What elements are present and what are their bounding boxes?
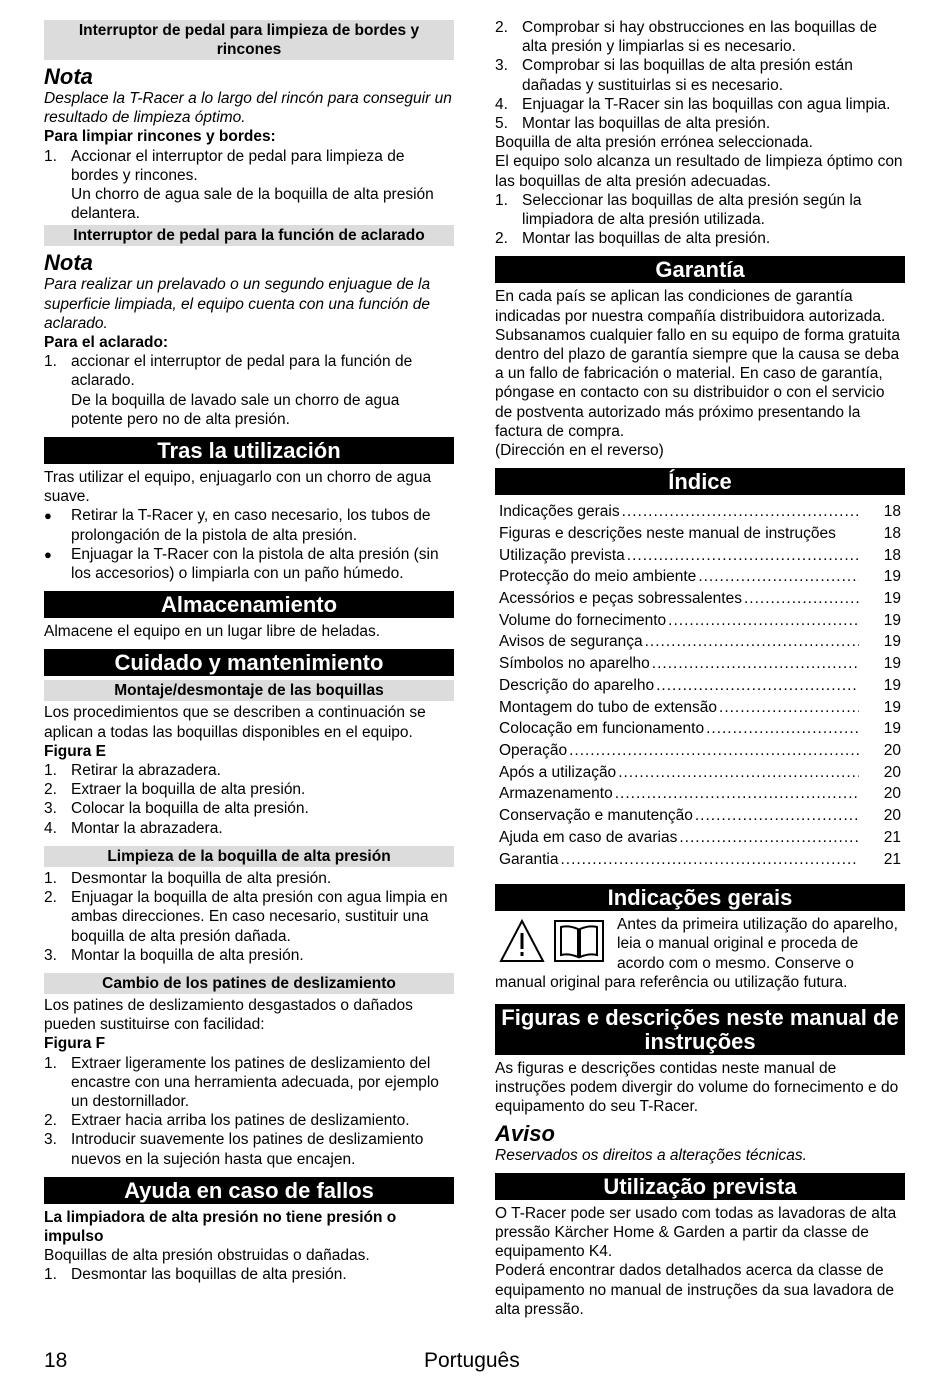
toc-label: Utilização prevista xyxy=(499,546,625,564)
list-item xyxy=(44,1054,454,1112)
list-number: 2. xyxy=(44,1112,57,1130)
ayuda-steps xyxy=(44,1265,454,1284)
toc-page: 19 xyxy=(883,655,901,673)
subheading-pedal-aclarado: Interruptor de pedal para la función de aclarado xyxy=(44,225,454,246)
section-title-indice: Índice xyxy=(495,468,905,495)
list-text: Enjuagar la boquilla de alta presión con agua limpia en ambas direcciones. En caso necesario, sustituir una boquilla de alta presión dañada. xyxy=(71,889,448,945)
list-item xyxy=(495,114,905,133)
toc-entry xyxy=(495,501,905,523)
toc-label: Colocação em funcionamento xyxy=(499,720,705,738)
list-text: Retirar la abrazadera. xyxy=(71,762,221,780)
list-number: 1. xyxy=(44,869,57,887)
section-title-ayuda: Ayuda en caso de fallos xyxy=(44,1177,454,1204)
list-text: Comprobar si las boquillas de alta presión están dañadas y sustituirlas si es necesario. xyxy=(522,57,853,94)
list-number: 3. xyxy=(44,800,57,818)
list-number: 2. xyxy=(495,19,508,36)
toc-label: Símbolos no aparelho xyxy=(499,655,650,673)
list-text: Comprobar si hay obstrucciones en las boquillas de alta presión y limpiarlas si es necesario. xyxy=(522,19,877,56)
toc-label: Protecção do meio ambiente xyxy=(499,568,697,586)
toc-entry xyxy=(495,545,905,567)
paragraph: Boquilla de alta presión errónea seleccionada. xyxy=(495,134,813,152)
toc-page: 19 xyxy=(883,590,901,608)
toc-label: Acessórios e peças sobressalentes xyxy=(499,590,742,608)
toc-page: 19 xyxy=(883,720,901,738)
toc-leader-dots xyxy=(618,762,859,784)
toc-label: Garantia xyxy=(499,850,559,868)
toc-entry xyxy=(495,588,905,610)
list-item xyxy=(44,1130,454,1168)
toc-entry xyxy=(495,849,905,871)
list-number: 5. xyxy=(495,115,508,133)
toc-page: 20 xyxy=(883,742,901,759)
list-item xyxy=(44,352,454,429)
subheading-montaje: Montaje/desmontaje de las boquillas xyxy=(44,680,454,701)
list-item xyxy=(495,229,905,248)
list-text: Colocar la boquilla de alta presión. xyxy=(71,800,309,818)
toc-page: 19 xyxy=(883,676,901,694)
list-number: 3. xyxy=(44,946,57,964)
toc-label: Montagem do tubo de extensão xyxy=(499,698,718,716)
list-text: Extraer la boquilla de alta presión. xyxy=(71,781,306,799)
warning-icons xyxy=(499,919,609,963)
bullet-item xyxy=(44,545,454,583)
instruction-heading: Para el aclarado: xyxy=(44,334,169,352)
toc-leader-dots xyxy=(744,588,859,610)
paragraph: Poderá encontrar dados detalhados acerca da classe de equipamento no manual de instruções da sua lavadora de alta pressão. xyxy=(495,1262,894,1318)
page-number: 18 xyxy=(44,1349,68,1372)
toc-leader-dots xyxy=(698,566,859,588)
toc-page: 20 xyxy=(883,785,901,803)
list-text: Desmontar las boquillas de alta presión. xyxy=(71,1266,347,1284)
list-item xyxy=(44,761,454,780)
toc-label: Indicações gerais xyxy=(499,503,620,521)
note-text: Para realizar un prelavado o un segundo enjuague de la superficie limpiada, el equipo cuenta con una función de aclarado. xyxy=(44,276,431,332)
toc-page: 21 xyxy=(883,828,901,846)
paragraph: El equipo solo alcanza un resultado de limpieza óptimo con las boquillas de alta presión adecuadas. xyxy=(495,153,903,190)
list-text: De la boquilla de lavado sale un chorro de agua potente pero no de alta presión. xyxy=(71,391,400,428)
manual-book-icon xyxy=(553,919,605,963)
list-item xyxy=(44,869,454,888)
list-text: Extraer hacia arriba los patines de deslizamiento. xyxy=(71,1112,410,1130)
paragraph: O T-Racer pode ser usado com todas as lavadoras de alta pressão Kärcher Home & Garden a partir da classe de equipamento K4. xyxy=(495,1204,897,1261)
list-number: 4. xyxy=(44,819,57,837)
list-number: 3. xyxy=(44,1131,57,1149)
toc-label: Volume do fornecimento xyxy=(499,611,667,629)
list-text: Un chorro de agua sale de la boquilla de alta presión delantera. xyxy=(71,186,434,223)
paragraph: As figuras e descrições contidas neste manual de instruções podem divergir do volume do fornecimento e do equipamento do seu T-Racer. xyxy=(495,1060,899,1116)
note-title: Aviso xyxy=(495,1120,555,1146)
toc-label: Armazenamento xyxy=(499,785,613,803)
list-item xyxy=(495,95,905,114)
list-item xyxy=(495,18,905,56)
list-item xyxy=(44,780,454,799)
list-text: Accionar el interruptor de pedal para limpieza de bordes y rincones. xyxy=(71,147,405,184)
list-number: 1. xyxy=(44,353,57,371)
toc-page: 18 xyxy=(883,503,901,521)
toc-leader-dots xyxy=(622,501,859,523)
toc-label: Avisos de segurança xyxy=(499,633,643,651)
toc-entry xyxy=(495,740,905,762)
toc-leader-dots xyxy=(627,545,859,567)
section-title-garantia: Garantía xyxy=(495,256,905,283)
bullet-icon xyxy=(44,506,71,544)
toc-entry xyxy=(495,523,905,545)
list-text: Desmontar la boquilla de alta presión. xyxy=(71,869,332,887)
list-item xyxy=(44,1265,454,1284)
paragraph: Los patines de deslizamiento desgastados o dañados pueden sustituirse con facilidad: xyxy=(44,996,413,1034)
list-text: Introducir suavemente los patines de deslizamiento nuevos en la sujeción hasta que encajen. xyxy=(71,1131,424,1168)
paragraph: Tras utilizar el equipo, enjuagarlo con un chorro de agua suave. xyxy=(44,469,432,506)
subheading-patines: Cambio de los patines de deslizamiento xyxy=(44,973,454,994)
toc-leader-dots xyxy=(652,653,859,675)
figure-ref: Figura E xyxy=(44,742,107,760)
note-title: Nota xyxy=(44,64,93,89)
note-text: Reservados os direitos a alterações técnicas. xyxy=(495,1146,807,1164)
toc-leader-dots xyxy=(695,805,859,827)
toc-leader-dots xyxy=(569,740,859,762)
toc-label: Operação xyxy=(499,742,568,759)
list-number: 2. xyxy=(495,230,508,248)
toc-entry xyxy=(495,762,905,784)
toc-page: 19 xyxy=(883,633,901,651)
toc-page: 20 xyxy=(883,807,901,825)
list-text: Enjuagar la T-Racer sin las boquillas con agua limpia. xyxy=(522,95,891,113)
table-of-contents xyxy=(495,501,905,870)
list-text: Montar las boquillas de alta presión. xyxy=(522,230,771,248)
paragraph: Boquillas de alta presión obstruidas o dañadas. xyxy=(44,1247,370,1265)
list-item xyxy=(44,147,454,224)
list-item xyxy=(44,1111,454,1130)
toc-entry xyxy=(495,805,905,827)
continued-steps xyxy=(495,18,905,133)
toc-entry xyxy=(495,610,905,632)
figure-ref: Figura F xyxy=(44,1035,106,1053)
paragraph: Almacene el equipo en un lugar libre de heladas. xyxy=(44,623,381,641)
left-column xyxy=(44,18,454,1285)
toc-page: 19 xyxy=(883,568,901,586)
toc-page: 21 xyxy=(883,850,901,868)
bullet-icon xyxy=(44,545,71,583)
list-text: accionar el interruptor de pedal para la función de aclarado. xyxy=(71,353,413,390)
list-item xyxy=(495,56,905,94)
section-title-utilizacao: Utilização prevista xyxy=(495,1173,905,1200)
paragraph: (Dirección en el reverso) xyxy=(495,442,664,460)
list-item xyxy=(44,799,454,818)
list-text: Seleccionar las boquillas de alta presión según la limpiadora de alta presión utilizada. xyxy=(522,191,862,229)
toc-entry xyxy=(495,653,905,675)
toc-label: Figuras e descrições neste manual de instruções xyxy=(499,524,836,542)
toc-leader-dots xyxy=(719,697,859,719)
section-title-tras: Tras la utilización xyxy=(44,437,454,464)
toc-entry xyxy=(495,675,905,697)
patines-steps xyxy=(44,1054,454,1169)
subheading-limpieza: Limpieza de la boquilla de alta presión xyxy=(44,846,454,867)
note-text: Desplace la T-Racer a lo largo del rincón para conseguir un resultado de limpieza óptimo. xyxy=(44,90,452,127)
list-number: 2. xyxy=(44,889,57,907)
warning-triangle-icon xyxy=(499,919,545,963)
list-item xyxy=(495,191,905,229)
limpieza-steps xyxy=(44,869,454,965)
list-text: Montar la abrazadera. xyxy=(71,819,223,837)
toc-label: Após a utilização xyxy=(499,763,617,781)
bullet-text: Enjuagar la T-Racer con la pistola de alta presión (sin los accesorios) o limpiarla con un paño húmedo. xyxy=(71,545,439,583)
toc-entry xyxy=(495,566,905,588)
subheading-pedal-bordes: Interruptor de pedal para limpieza de bordes y rincones xyxy=(44,20,454,60)
note-title: Nota xyxy=(44,250,93,276)
list-number: 4. xyxy=(495,95,508,113)
warning-box xyxy=(495,915,905,992)
list-item xyxy=(44,946,454,965)
toc-page: 20 xyxy=(883,763,901,781)
paragraph: Los procedimientos que se describen a continuación se aplican a todas las boquillas disponibles en el equipo. xyxy=(44,704,426,741)
section-title-indicacoes: Indicações gerais xyxy=(495,884,905,911)
toc-leader-dots xyxy=(615,783,859,805)
toc-leader-dots xyxy=(668,610,859,632)
toc-label: Descrição do aparelho xyxy=(499,676,655,694)
toc-page: 18 xyxy=(883,546,901,564)
instruction-heading: La limpiadora de alta presión no tiene presión o impulso xyxy=(44,1208,397,1245)
right-column xyxy=(495,18,905,1319)
toc-page: 18 xyxy=(883,524,901,542)
toc-leader-dots xyxy=(656,675,859,697)
toc-label: Ajuda em caso de avarias xyxy=(499,828,678,846)
list-number: 1. xyxy=(495,191,508,209)
toc-leader-dots xyxy=(679,827,859,849)
toc-entry xyxy=(495,631,905,653)
toc-entry xyxy=(495,697,905,719)
toc-entry xyxy=(495,783,905,805)
toc-leader-dots xyxy=(645,631,859,653)
list-text: Extraer ligeramente los patines de deslizamiento del encastre con una herramienta adecuada, por ejemplo un destornillador. xyxy=(71,1054,439,1110)
list-number: 1. xyxy=(44,1054,57,1072)
toc-entry xyxy=(495,827,905,849)
paragraph: Antes da primeira utilização do aparelho, leia o manual original e proceda de acordo com o mesmo. Conserve o manual original para referência ou utilização futura. xyxy=(495,916,898,991)
toc-page: 19 xyxy=(883,698,901,716)
erronea-steps xyxy=(495,191,905,249)
bullet-text: Retirar la T-Racer y, en caso necesario, los tubos de prolongación de la pistola de alta presión. xyxy=(71,507,431,544)
montaje-steps xyxy=(44,761,454,838)
list-number: 1. xyxy=(44,147,57,165)
section-title-figuras: Figuras e descrições neste manual de instruções xyxy=(495,1004,905,1055)
section-title-cuidado: Cuidado y mantenimiento xyxy=(44,649,454,676)
instruction-heading: Para limpiar rincones y bordes: xyxy=(44,128,276,146)
list-number: 1. xyxy=(44,762,57,780)
list-item xyxy=(44,888,454,946)
list-item xyxy=(44,819,454,838)
list-number: 2. xyxy=(44,781,57,799)
language-label: Português xyxy=(424,1349,520,1372)
list-number: 3. xyxy=(495,57,508,75)
toc-leader-dots xyxy=(706,718,859,740)
toc-label: Conservação e manutenção xyxy=(499,807,693,825)
section-title-almacenamiento: Almacenamiento xyxy=(44,591,454,618)
list-text: Montar la boquilla de alta presión. xyxy=(71,946,304,964)
toc-page: 19 xyxy=(883,611,901,629)
list-number: 1. xyxy=(44,1266,57,1284)
toc-entry xyxy=(495,718,905,740)
toc-leader-dots xyxy=(560,849,859,871)
paragraph: En cada país se aplican las condiciones de garantía indicadas por nuestra compañía distribuidora autorizada. Subsanamos cualquier fallo en su equipo de forma gratuita dentro del plazo de garantía siempre que la causa se deba a un fallo de fabricación o material. En caso de garantía, póngase en contacto con su distribuidor o con el servicio de postventa autorizado más próximo presentando la factura de compra. xyxy=(495,288,900,440)
bullet-item xyxy=(44,506,454,544)
list-text: Montar las boquillas de alta presión. xyxy=(522,115,771,133)
